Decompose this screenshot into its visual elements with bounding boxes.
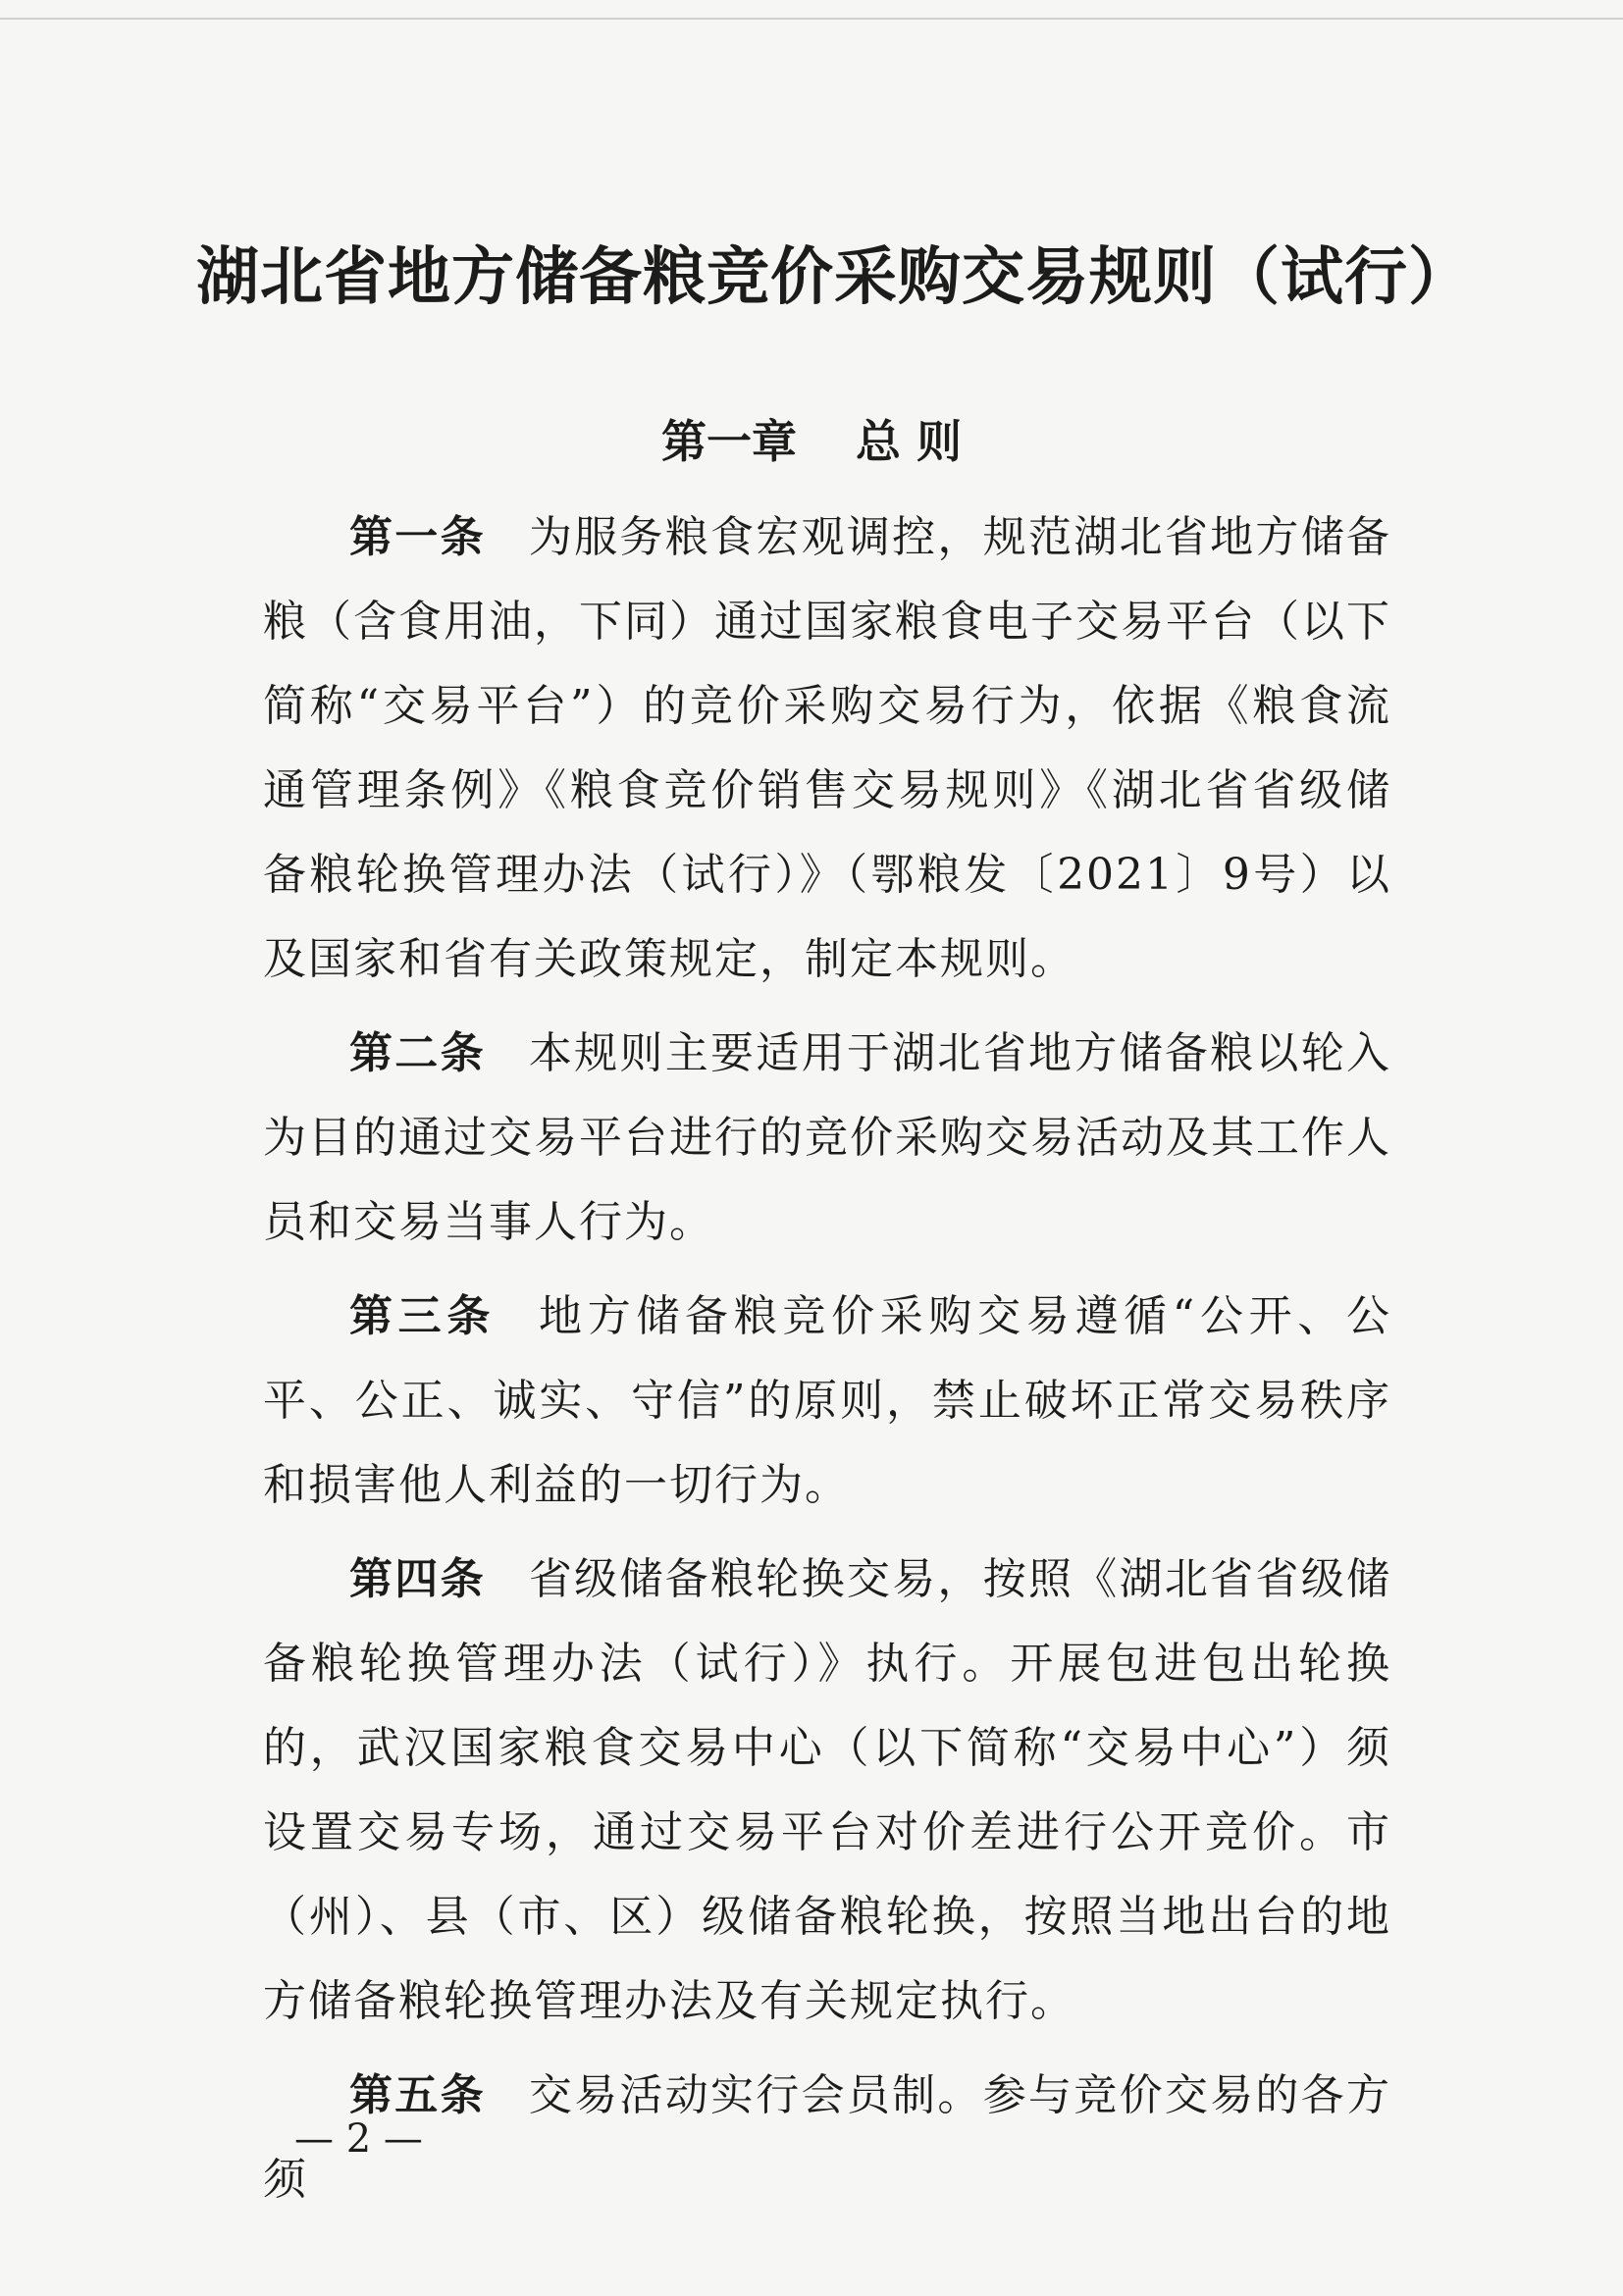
article-label: 第五条 [349, 2070, 486, 2120]
page-number: — 2 — [294, 2116, 423, 2162]
article-label: 第一条 [349, 512, 486, 562]
chapter-heading [0, 407, 1623, 476]
article-text: 省级储备粮轮换交易，按照《湖北省省级储备粮轮换管理办法（试行）》执行。开展包进包出轮换的，武汉国家粮食交易中心（以下简称“交易中心”）须设置交易专场，通过交易平台对价差进行公开竞价。市（州）、县（市、区）级储备粮轮换，按照当地出台的地方储备粮轮换管理办法及有关规定执行。 [263, 1554, 1392, 2026]
chapter-name: 总 则 [855, 415, 962, 468]
document-title: 湖北省地方储备粮竞价采购交易规则（试行） [196, 241, 1472, 314]
scan-edge-line [0, 18, 1623, 20]
article-5 [263, 2054, 1391, 2222]
document-body [263, 496, 1391, 2232]
article-4 [263, 1538, 1391, 2044]
article-label: 第四条 [349, 1554, 486, 1604]
article-3 [263, 1275, 1391, 1528]
article-text: 交易活动实行会员制。参与竞价交易的各方须 [263, 2070, 1392, 2205]
article-1 [263, 496, 1391, 1002]
article-2 [263, 1012, 1391, 1265]
article-label: 第二条 [349, 1028, 486, 1078]
article-text: 地方储备粮竞价采购交易遵循“公开、公平、公正、诚实、守信”的原则，禁止破坏正常交易秩序和损害他人利益的一切行为。 [263, 1291, 1391, 1510]
article-text: 为服务粮食宏观调控，规范湖北省地方储备粮（含食用油，下同）通过国家粮食电子交易平台（以下简称“交易平台”）的竞价采购交易行为，依据《粮食流通管理条例》《粮食竞价销售交易规则》《湖北省省级储备粮轮换管理办法（试行）》（鄂粮发〔2021〕9号）以及国家和省有关政策规定，制定本规则。 [263, 512, 1392, 984]
article-text: 本规则主要适用于湖北省地方储备粮以轮入为目的通过交易平台进行的竞价采购交易活动及其工作人员和交易当事人行为。 [263, 1028, 1392, 1247]
article-label: 第三条 [349, 1291, 497, 1341]
chapter-number: 第一章 [660, 415, 797, 468]
